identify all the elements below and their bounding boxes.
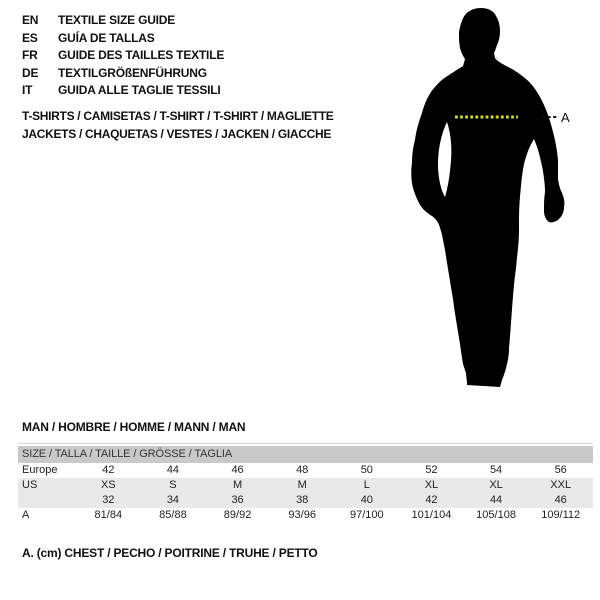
table-cell: 44 xyxy=(489,494,503,506)
man-silhouette-svg xyxy=(403,2,578,397)
table-top-rule xyxy=(18,443,593,444)
table-cell: 109/112 xyxy=(541,509,581,521)
lang-label: GUIDE DES TAILLES TEXTILE xyxy=(58,48,225,62)
lang-code: IT xyxy=(22,83,33,97)
table-row-us-numbers xyxy=(18,493,593,508)
lang-code: DE xyxy=(22,65,39,80)
lang-code: FR xyxy=(22,48,38,62)
table-cell: 34 xyxy=(166,494,180,506)
table-cell: 93/96 xyxy=(288,509,316,521)
lang-row-en xyxy=(22,12,224,30)
measurement-footnote: A. (cm) CHEST / PECHO / POITRINE / TRUHE / PETTO xyxy=(22,546,318,560)
language-list xyxy=(22,12,224,100)
row-label: A xyxy=(22,509,30,521)
lang-row-es xyxy=(22,30,224,48)
table-cell: S xyxy=(169,479,177,491)
man-figure xyxy=(403,2,578,397)
table-cell: 101/104 xyxy=(411,509,452,521)
row-label xyxy=(18,493,76,508)
table-cell: 50 xyxy=(360,464,373,476)
table-row-europe xyxy=(18,463,593,478)
table-cell: 89/92 xyxy=(223,509,252,521)
table-cell: 56 xyxy=(554,464,567,476)
row-label: US xyxy=(22,479,38,491)
table-cell: L xyxy=(363,479,370,491)
table-cell: 42 xyxy=(425,494,438,506)
row-label: Europe xyxy=(22,464,58,476)
garment-categories xyxy=(22,107,334,143)
size-table-header-label: SIZE / TALLA / TAILLE / GRÖSSE / TAGLIA xyxy=(22,448,233,460)
table-cell: 42 xyxy=(102,464,115,476)
table-cell: 36 xyxy=(231,494,244,506)
measure-a-label: A xyxy=(561,110,570,125)
lang-label: GUÍA DE TALLAS xyxy=(58,30,155,45)
table-cell: 38 xyxy=(296,494,309,506)
table-cell: XL xyxy=(424,479,439,491)
table-cell: 81/84 xyxy=(94,509,123,521)
table-cell: 32 xyxy=(102,494,115,506)
size-table-header xyxy=(18,446,593,463)
category-line-tshirts: T-SHIRTS / CAMISETAS / T-SHIRT / T-SHIRT / MAGLIETTE xyxy=(22,109,334,123)
table-cell: 46 xyxy=(231,464,244,476)
table-cell: 85/88 xyxy=(159,509,187,521)
lang-label: TEXTILE SIZE GUIDE xyxy=(58,13,176,27)
lang-code: ES xyxy=(22,30,38,45)
table-cell: M xyxy=(232,479,243,491)
table-row-us-letters xyxy=(18,478,593,493)
table-cell: 105/108 xyxy=(476,509,516,521)
table-cell: 54 xyxy=(489,464,503,476)
category-line-jackets: JACKETS / CHAQUETAS / VESTES / JACKEN / GIACCHE xyxy=(22,127,332,141)
lang-code: EN xyxy=(22,13,39,27)
table-cell: M xyxy=(297,479,307,491)
lang-row-fr xyxy=(22,47,224,65)
table-cell: XS xyxy=(100,479,116,491)
lang-label: GUIDA ALLE TAGLIE TESSILI xyxy=(58,83,221,97)
table-cell: XXL xyxy=(550,479,572,491)
lang-label: TEXTILGRÖßENFÜHRUNG xyxy=(58,65,207,80)
table-cell: 40 xyxy=(360,494,373,506)
size-table xyxy=(18,446,593,523)
table-cell: 46 xyxy=(554,494,567,506)
lang-row-de xyxy=(22,65,224,83)
table-cell: 44 xyxy=(166,464,180,476)
table-cell: XL xyxy=(489,479,503,491)
man-silhouette-shape xyxy=(411,8,564,387)
table-row-chest-a xyxy=(18,508,593,523)
table-cell: 48 xyxy=(296,464,309,476)
table-cell: 97/100 xyxy=(349,509,384,521)
lang-row-it xyxy=(22,82,224,100)
table-cell: 52 xyxy=(425,464,438,476)
section-label-man: MAN / HOMBRE / HOMME / MANN / MAN xyxy=(22,420,246,434)
